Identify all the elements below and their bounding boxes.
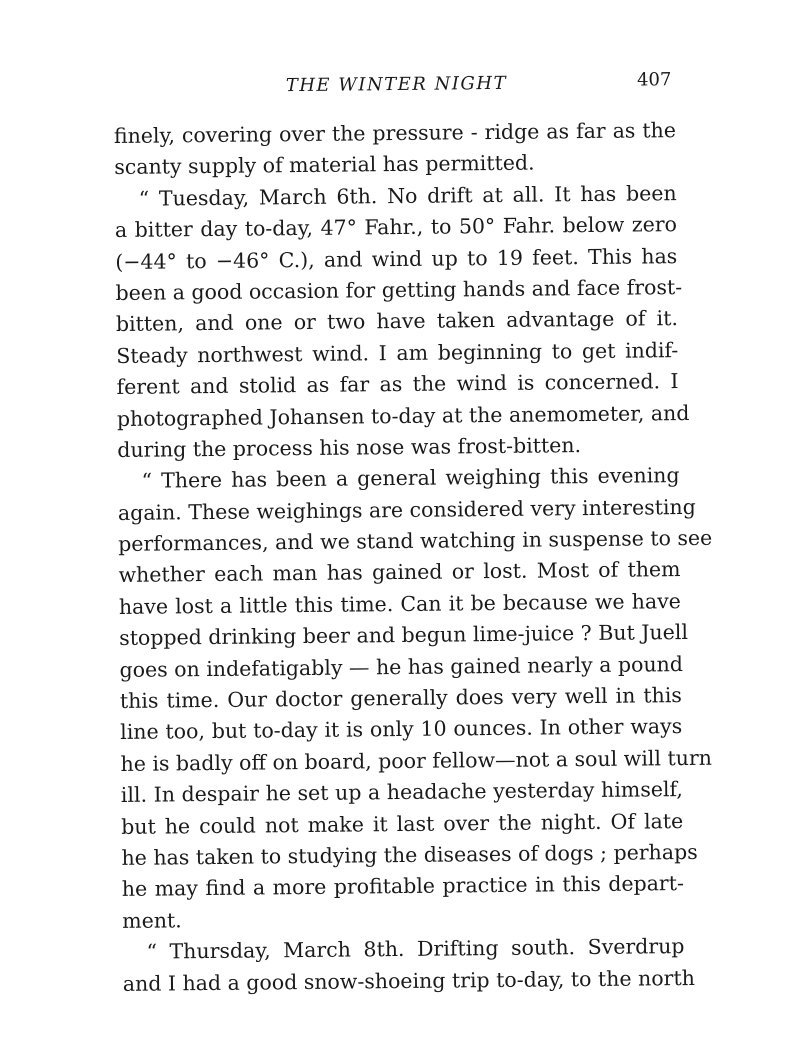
text-line: during the process his nose was frost-bitten.: [117, 433, 582, 462]
text-line: ment.: [122, 908, 182, 933]
text-line: this time. Our doctor generally does very well in this: [119, 683, 682, 713]
text-line: Steady northwest wind. I am beginning to get indif-: [116, 337, 679, 368]
text-line: scanty supply of material has permitted.: [114, 150, 535, 180]
text-line: have lost a little this time. Can it be because we have: [118, 588, 681, 619]
text-line: goes on indefatigably — he has gained nearly a pound: [119, 651, 684, 682]
text-line: ill. In despair he set up a headache yesterday himself,: [120, 777, 683, 808]
text-line: “ Thursday, March 8th. Drifting south. Sverdrup: [146, 934, 685, 964]
page-number: 407: [636, 69, 672, 91]
text-line: stopped drinking beer and begun lime-juice ? But Juell: [119, 620, 689, 651]
text-line: but he could not make it last over the night. Of late: [121, 808, 684, 839]
text-line: line too, but to-day it is only 10 ounces. In other ways: [120, 714, 683, 745]
text-line: photographed Johansen to-day at the anemometer, and: [116, 400, 690, 431]
text-line: “ There has been a general weighing this evening: [141, 463, 680, 494]
text-line: finely, covering over the pressure - ridge as far as the: [113, 118, 677, 148]
text-line: (−44° to −46° C.), and wind up to 19 feet. This has: [115, 243, 678, 274]
running-head: THE WINTER NIGHT: [285, 72, 508, 97]
text-line: bitten, and one or two have taken advantage of it.: [115, 306, 679, 337]
text-line: he has taken to studying the diseases of dogs ; perhaps: [121, 839, 698, 870]
text-line: ferent and stolid as far as the wind is concerned. I: [116, 369, 679, 400]
page-header: [111, 71, 681, 107]
body-text: [113, 115, 713, 1000]
text-line: been a good occasion for getting hands and face frost-: [115, 274, 683, 305]
text-line: he may find a more profitable practice in this depart-: [121, 871, 684, 902]
text-line: performances, and we stand watching in suspense to see: [118, 525, 713, 557]
text-line: and I had a good snow-shoeing trip to-day, to the north: [122, 965, 695, 996]
text-line: “ Tuesday, March 6th. No drift at all. It has been: [138, 180, 677, 211]
text-line: whether each man has gained or lost. Most of them: [118, 557, 681, 588]
text-line: he is badly off on board, poor fellow—not a soul will turn: [120, 745, 713, 776]
text-line: a bitter day to-day, 47° Fahr., to 50° Fahr. below zero: [114, 212, 678, 243]
text-line: again. These weighings are considered very interesting: [117, 494, 696, 525]
